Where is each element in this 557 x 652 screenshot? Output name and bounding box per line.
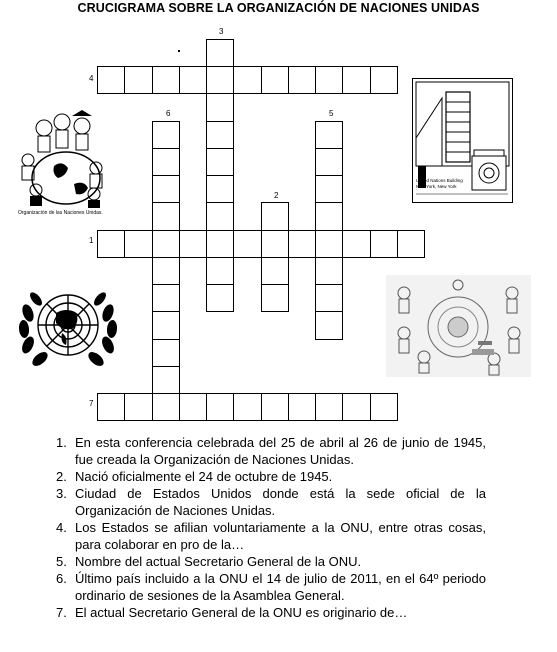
clue-item: 3. Ciudad de Estados Unidos donde está la sede oficial de la Organización de Naciones Unidas.: [56, 486, 486, 518]
crossword-cell[interactable]: [206, 230, 234, 258]
clue-number-5: 5: [329, 109, 334, 118]
crossword-cell[interactable]: [97, 66, 125, 94]
crossword-cell[interactable]: [152, 202, 180, 231]
crossword-cell[interactable]: [261, 230, 289, 258]
crossword-cell[interactable]: [152, 257, 180, 285]
crossword-cell[interactable]: [152, 311, 180, 340]
crossword-cell[interactable]: [261, 66, 289, 94]
crossword-cell[interactable]: [315, 393, 343, 421]
crossword-cell[interactable]: [206, 148, 234, 176]
worksheet-title: CRUCIGRAMA SOBRE LA ORGANIZACIÓN DE NACIONES UNIDAS: [77, 1, 480, 15]
crossword-cell[interactable]: [288, 66, 316, 94]
crossword-cell[interactable]: [152, 393, 180, 421]
crossword-cell[interactable]: [124, 66, 153, 94]
crossword-cell[interactable]: [261, 393, 289, 421]
crossword-cell[interactable]: [288, 230, 316, 258]
crossword-cell[interactable]: [315, 148, 343, 176]
crossword-cell[interactable]: [152, 66, 180, 94]
crossword-cell[interactable]: [261, 257, 289, 285]
crossword-cell[interactable]: [315, 230, 343, 258]
clue-number-2: 2: [274, 191, 279, 200]
children-of-world-image: [386, 275, 531, 377]
crossword-cell[interactable]: [206, 257, 234, 285]
svg-text:United Nations Building: United Nations Building: [416, 178, 463, 183]
crossword-cell[interactable]: [370, 393, 398, 421]
clue-item: 5. Nombre del actual Secretario General de la ONU.: [56, 554, 362, 569]
crossword-cell[interactable]: [152, 366, 180, 394]
crossword-cell[interactable]: [152, 230, 180, 258]
crossword-cell[interactable]: [233, 393, 262, 421]
crossword-cell[interactable]: [152, 175, 180, 203]
crossword-cell[interactable]: [315, 257, 343, 285]
clue-number-1: 1: [89, 236, 94, 245]
crossword-cell[interactable]: [206, 66, 234, 94]
clue-number-6: 6: [166, 109, 171, 118]
crossword-cell[interactable]: [179, 66, 207, 94]
crossword-cell[interactable]: [315, 121, 343, 149]
crossword-cell[interactable]: [261, 284, 289, 312]
clue-number-7: 7: [89, 399, 94, 408]
crossword-cell[interactable]: [206, 284, 234, 312]
crossword-cell[interactable]: [206, 39, 234, 67]
clue-item: 6. Último país incluido a la ONU el 14 de julio de 2011, en el 64º periodo ordinario de sesiones de la Asamblea General.: [56, 571, 486, 603]
crossword-cell[interactable]: [97, 393, 125, 421]
crossword-cell[interactable]: [315, 311, 343, 340]
clue-item: 2. Nació oficialmente el 24 de octubre de 1945.: [56, 469, 333, 484]
un-emblem-image: [16, 283, 120, 372]
crossword-cell[interactable]: [315, 175, 343, 203]
crossword-cell[interactable]: [370, 230, 398, 258]
crossword-cell[interactable]: [206, 393, 234, 421]
crossword-cell[interactable]: [288, 393, 316, 421]
crossword-cell[interactable]: [315, 284, 343, 312]
stray-dot: [178, 50, 180, 52]
svg-text:New York, New York: New York, New York: [416, 184, 457, 189]
crossword-cell[interactable]: [342, 393, 371, 421]
crossword-cell[interactable]: [315, 66, 343, 94]
crossword-cell[interactable]: [152, 148, 180, 176]
crossword-cell[interactable]: [397, 230, 425, 258]
crossword-cell[interactable]: [152, 284, 180, 312]
clue-item: 1. En esta conferencia celebrada del 25 de abril al 26 de junio de 1945, fue creada la Organización de Naciones Unidas.: [56, 435, 486, 467]
children-globe-image: [14, 108, 114, 220]
crossword-cell[interactable]: [233, 66, 262, 94]
crossword-cell[interactable]: [370, 66, 398, 94]
crossword-cell[interactable]: [152, 121, 180, 149]
crossword-cell[interactable]: [97, 230, 125, 258]
crossword-cell[interactable]: [179, 230, 207, 258]
crossword-cell[interactable]: [206, 175, 234, 203]
crossword-cell[interactable]: [261, 202, 289, 231]
crossword-cell[interactable]: [206, 121, 234, 149]
clue-item: 7. El actual Secretario General de la ONU es originario de…: [56, 605, 408, 620]
crossword-cell[interactable]: [315, 202, 343, 231]
crossword-cell[interactable]: [342, 66, 371, 94]
clue-number-4: 4: [89, 74, 94, 83]
crossword-cell[interactable]: [152, 339, 180, 367]
clue-item: 4. Los Estados se afilian voluntariamente a la ONU, entre otras cosas, para colaborar en pro de la…: [56, 520, 486, 552]
crossword-cell[interactable]: [206, 93, 234, 122]
crossword-cell[interactable]: [124, 230, 153, 258]
clue-number-3: 3: [219, 27, 224, 36]
crossword-cell[interactable]: [179, 393, 207, 421]
crossword-cell[interactable]: [206, 202, 234, 231]
svg-text:Organización de las Naciones U: Organización de las Naciones Unidas.: [18, 210, 103, 216]
un-building-image: [412, 78, 515, 204]
crossword-cell[interactable]: [342, 230, 371, 258]
crossword-cell[interactable]: [124, 393, 153, 421]
clue-list: [56, 434, 486, 621]
crossword-cell[interactable]: [233, 230, 262, 258]
